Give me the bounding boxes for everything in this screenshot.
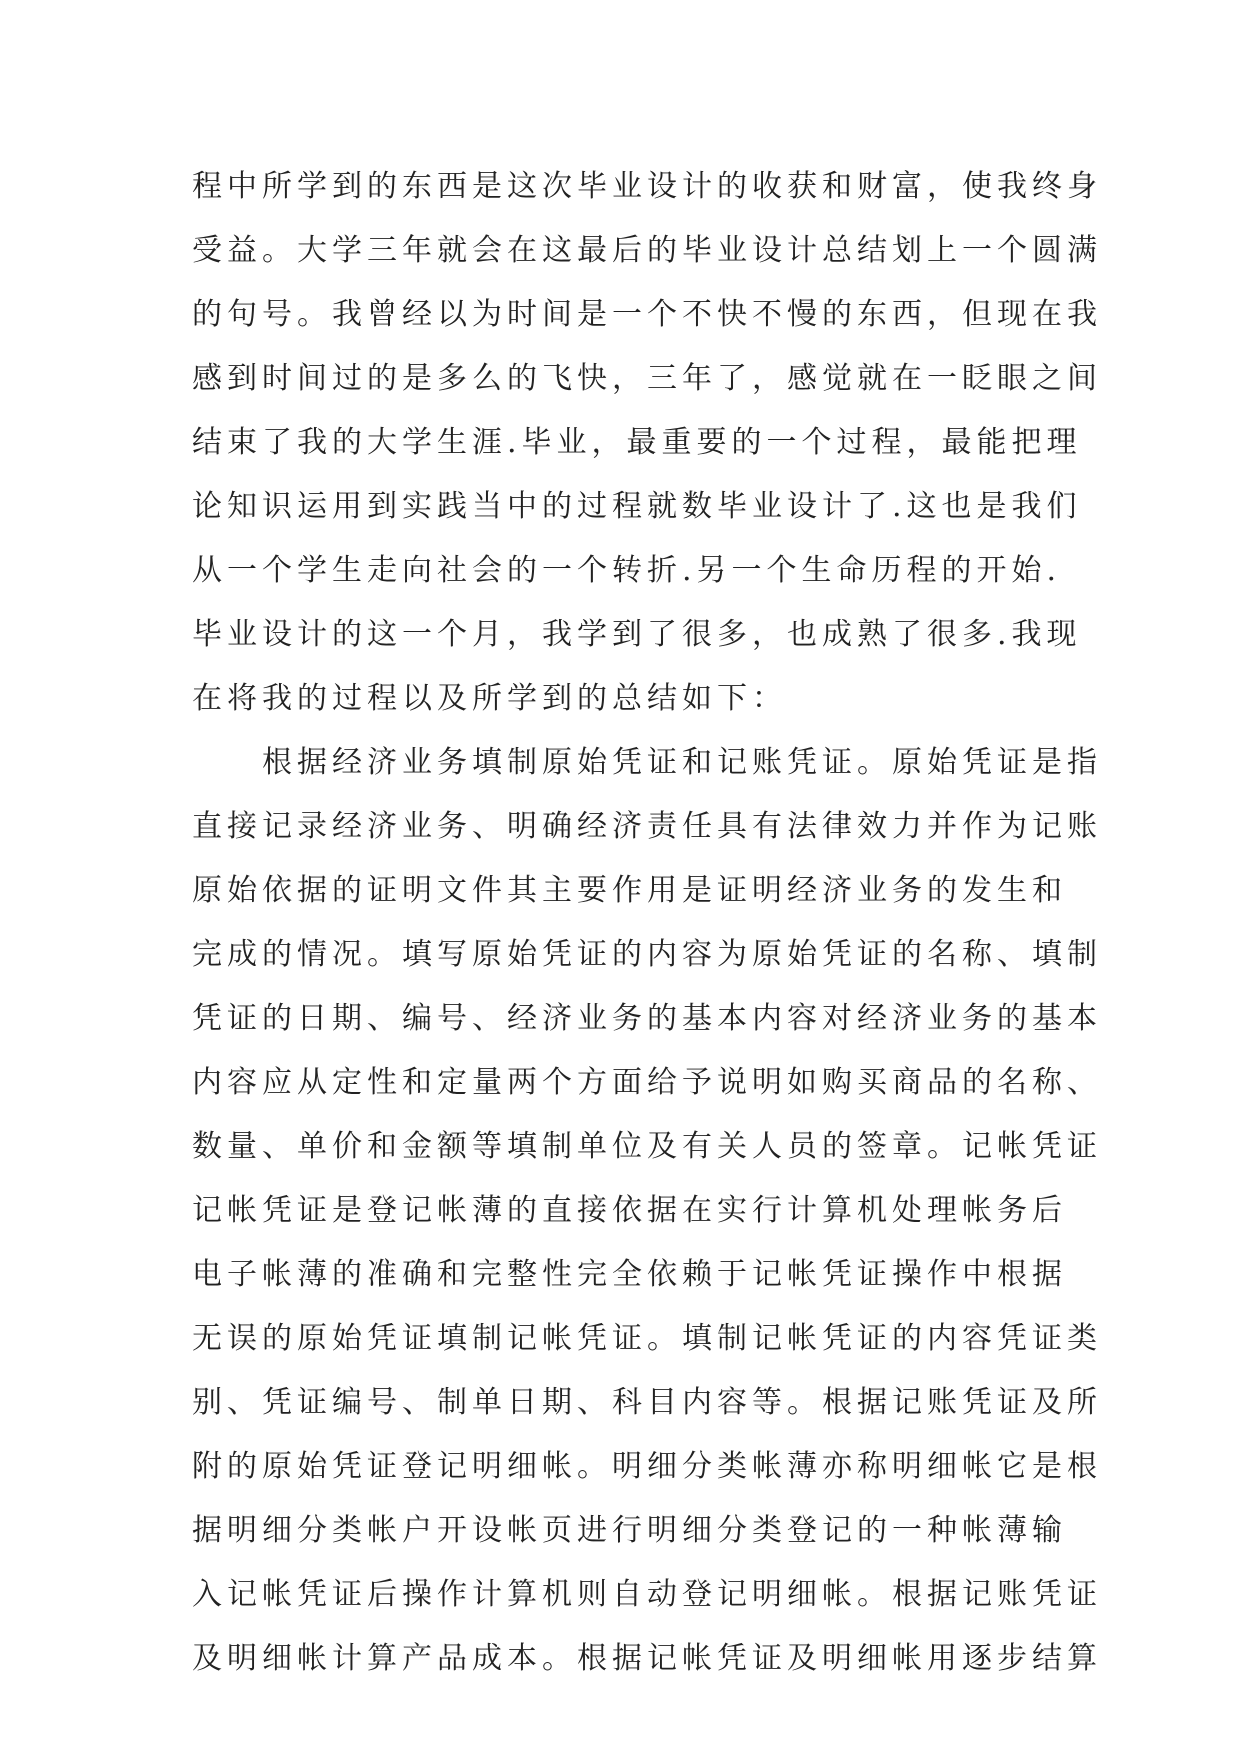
text-line: 根据经济业务填制原始凭证和记账凭证。原始凭证是指 bbox=[192, 745, 1102, 780]
text-line: 感到时间过的是多么的飞快，三年了，感觉就在一眨眼之间 bbox=[192, 361, 1102, 396]
text-line: 原始依据的证明文件其主要作用是证明经济业务的发生和 bbox=[192, 873, 1067, 908]
text-line: 数量、单价和金额等填制单位及有关人员的签章。记帐凭证 bbox=[192, 1129, 1102, 1164]
text-line: 据明细分类帐户开设帐页进行明细分类登记的一种帐薄输 bbox=[192, 1513, 1067, 1548]
text-line: 的句号。我曾经以为时间是一个不快不慢的东西，但现在我 bbox=[192, 297, 1102, 332]
text-line: 毕业设计的这一个月，我学到了很多，也成熟了很多.我现 bbox=[192, 617, 1082, 652]
body-text bbox=[192, 155, 1102, 1691]
text-line: 结束了我的大学生涯.毕业，最重要的一个过程，最能把理 bbox=[192, 425, 1082, 460]
text-line: 内容应从定性和定量两个方面给予说明如购买商品的名称、 bbox=[192, 1065, 1102, 1100]
text-line: 别、凭证编号、制单日期、科目内容等。根据记账凭证及所 bbox=[192, 1385, 1102, 1420]
text-line: 受益。大学三年就会在这最后的毕业设计总结划上一个圆满 bbox=[192, 233, 1102, 268]
text-line: 无误的原始凭证填制记帐凭证。填制记帐凭证的内容凭证类 bbox=[192, 1321, 1102, 1356]
text-line: 记帐凭证是登记帐薄的直接依据在实行计算机处理帐务后 bbox=[192, 1193, 1067, 1228]
text-line: 完成的情况。填写原始凭证的内容为原始凭证的名称、填制 bbox=[192, 937, 1102, 972]
text-line: 论知识运用到实践当中的过程就数毕业设计了.这也是我们 bbox=[192, 489, 1082, 524]
text-line: 及明细帐计算产品成本。根据记帐凭证及明细帐用逐步结算 bbox=[192, 1641, 1102, 1676]
text-line: 从一个学生走向社会的一个转折.另一个生命历程的开始. bbox=[192, 553, 1062, 588]
text-line: 直接记录经济业务、明确经济责任具有法律效力并作为记账 bbox=[192, 809, 1102, 844]
text-line: 凭证的日期、编号、经济业务的基本内容对经济业务的基本 bbox=[192, 1001, 1102, 1036]
text-line: 程中所学到的东西是这次毕业设计的收获和财富，使我终身 bbox=[192, 169, 1102, 204]
text-line: 在将我的过程以及所学到的总结如下： bbox=[192, 681, 787, 716]
text-line: 入记帐凭证后操作计算机则自动登记明细帐。根据记账凭证 bbox=[192, 1577, 1102, 1612]
text-line: 附的原始凭证登记明细帐。明细分类帐薄亦称明细帐它是根 bbox=[192, 1449, 1102, 1484]
text-line: 电子帐薄的准确和完整性完全依赖于记帐凭证操作中根据 bbox=[192, 1257, 1067, 1292]
